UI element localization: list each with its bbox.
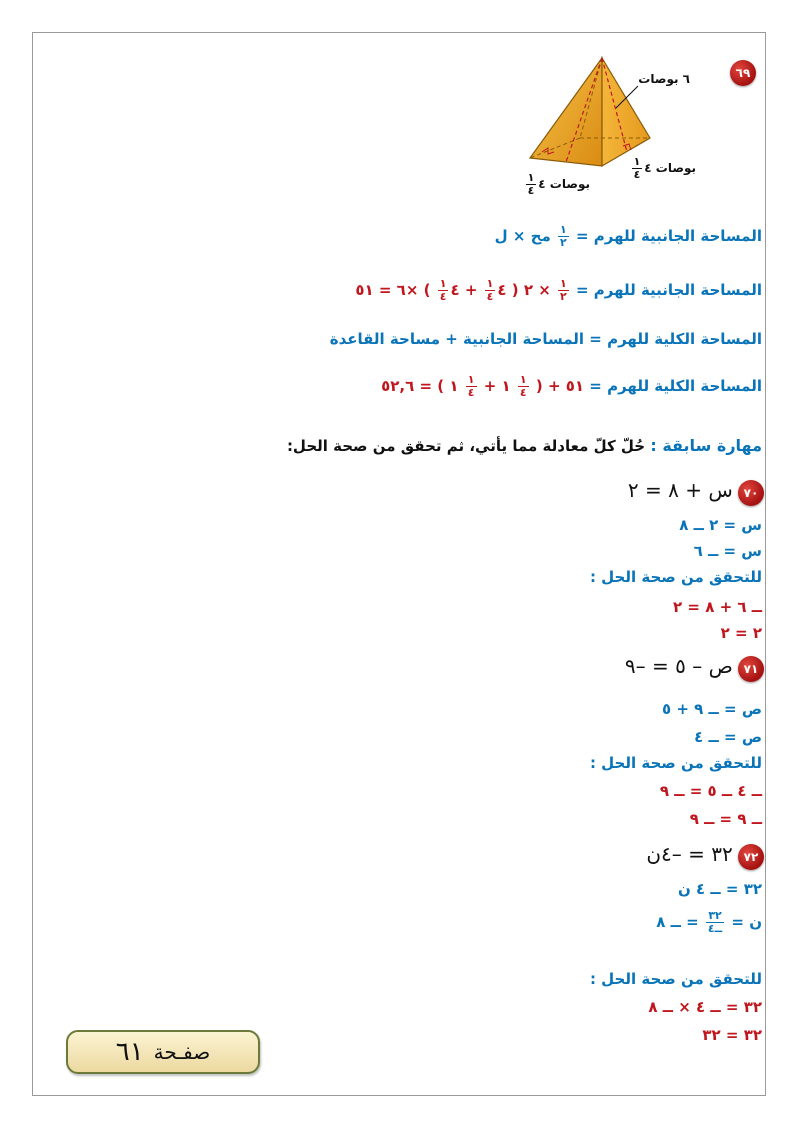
page-word: صفـحة [153, 1040, 211, 1064]
side-length-label-right: بوصات ٤ $\frac{١}{٤}$ [633, 155, 696, 181]
problem-70-check-label: للتحقق من صحة الحل : [589, 568, 762, 586]
problem-72-step2: ن = $\frac{٣٢}{\text{ــ٤}}$ = ــ ٨ [656, 909, 762, 935]
problem-72-check-label: للتحقق من صحة الحل : [589, 970, 762, 988]
problem-71-equation: ٧١ ص – ٥ = –٩ [625, 654, 764, 682]
problem-71-check-label: للتحقق من صحة الحل : [589, 754, 762, 772]
total-area-formula: المساحة الكلية للهرم = المساحة الجانبية + مساحة القاعدة [329, 330, 762, 348]
problem-72-equation: ٧٢ ٣٢ = –٤ن [646, 842, 764, 870]
problem-71-step2: ص = ــ ٤ [694, 728, 762, 746]
problem-70-check1: ــ ٦ + ٨ = ٢ [673, 598, 762, 616]
problem-72-step1: ٣٢ = ــ ٤ ن [678, 880, 762, 898]
problem-69-badge: ٦٩ [730, 60, 756, 86]
lateral-area-formula: المساحة الجانبية للهرم = $\frac{١}{٢}$ مح × ل [494, 223, 762, 249]
problem-70-step2: س = ــ ٦ [693, 542, 762, 560]
page-number-tab [66, 1030, 260, 1074]
problem-71-check2: ــ ٩ = ــ ٩ [689, 810, 762, 828]
problem-72-check1: ٣٢ = ــ ٤ × ــ ٨ [648, 998, 762, 1016]
previous-skill-header: مهارة سابقة : حُلّ كلّ معادلة مما يأتي، ثم تحقق من صحة الحل: [286, 436, 762, 455]
page-number: ٦١ [115, 1037, 144, 1067]
problem-70-check2: ٢ = ٢ [720, 624, 762, 642]
problem-70-step1: س = ٢ ــ ٨ [679, 516, 762, 534]
problem-72-check2: ٣٢ = ٣٢ [702, 1026, 762, 1044]
lateral-area-calculation: المساحة الجانبية للهرم = $\frac{١}{٢}$ × ٢ ( ٤ $\frac{١}{٤}$ + ٤ $\frac{١}{٤}$ ) ×٦ = ٥١ [355, 277, 762, 303]
problem-70-equation: ٧٠ س + ٨ = ٢ [628, 478, 764, 506]
problem-71-check1: ــ ٤ ــ ٥ = ــ ٩ [659, 782, 762, 800]
slant-height-label: ٦ بوصات [638, 72, 690, 86]
total-area-calculation: المساحة الكلية للهرم = ٥١ + ( $\frac{١}{٤}$ ١ + $\frac{١}{٤}$ ١ ) = ٥٢,٦ [381, 373, 762, 399]
problem-71-step1: ص = ــ ٩ + ٥ [662, 700, 762, 718]
side-length-label-left: بوصات ٤ $\frac{١}{٤}$ [527, 171, 590, 197]
